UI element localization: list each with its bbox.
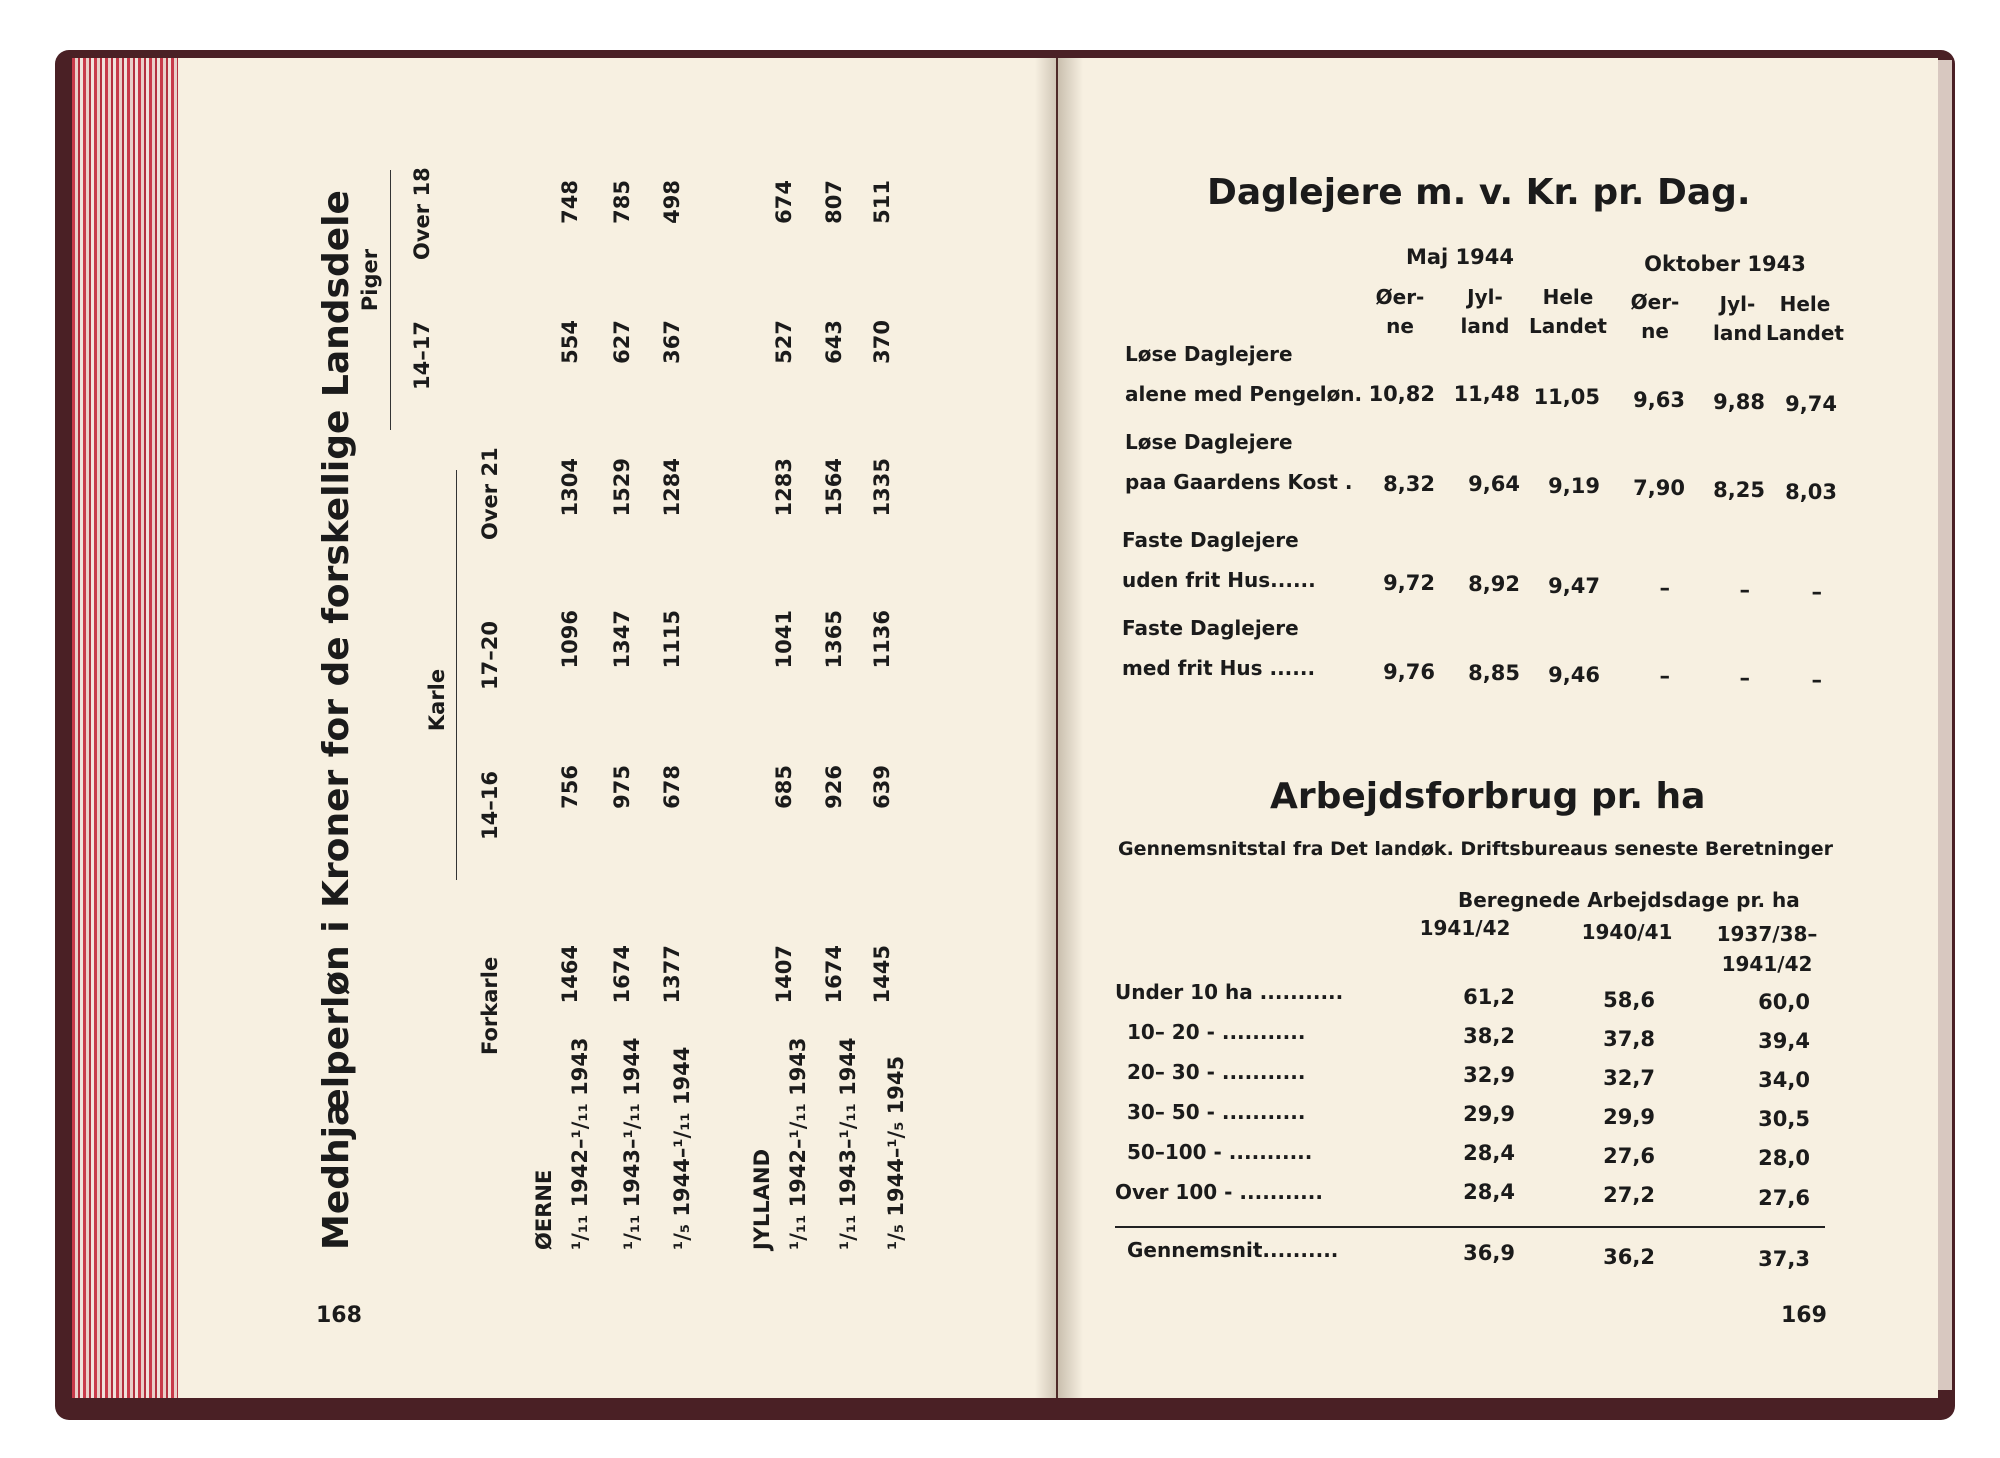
daglejere-cell: 8,25 xyxy=(1713,478,1765,502)
cell: 627 xyxy=(610,320,634,364)
cell: 1283 xyxy=(772,458,796,517)
cell: 785 xyxy=(610,180,634,224)
daglejere-cell: 9,63 xyxy=(1633,388,1685,412)
daglejere-row-label: Faste Daglejere xyxy=(1122,528,1299,552)
cell: 1674 xyxy=(822,945,846,1004)
cell: 1096 xyxy=(558,610,582,669)
cell: 1041 xyxy=(772,610,796,669)
row-label: ¹/₁₁ 1942–¹/₁₁ 1943 xyxy=(786,1037,810,1250)
daglejere-cell: 9,19 xyxy=(1548,474,1600,498)
cell: 370 xyxy=(870,320,894,364)
daglejere-cell: 9,72 xyxy=(1383,571,1435,595)
daglejere-cell: 8,03 xyxy=(1785,480,1837,504)
cell: 498 xyxy=(660,180,684,224)
page-edges-right xyxy=(1938,60,1952,1390)
farm-size-label: 20– 30 - ........... xyxy=(1127,1060,1306,1084)
cell: 639 xyxy=(870,765,894,809)
arbejd-cell: 61,2 xyxy=(1463,985,1515,1009)
daglejere-row-label: Faste Daglejere xyxy=(1122,616,1299,640)
daglejere-row-label: Løse Daglejere xyxy=(1125,342,1293,366)
col-header-karle-17-20: 17–20 xyxy=(478,621,502,690)
row-label: ¹/₁₁ 1942–¹/₁₁ 1943 xyxy=(568,1037,592,1250)
arbejd-cell: 34,0 xyxy=(1758,1068,1810,1092)
row-label: ¹/₁₁ 1943–¹/₁₁ 1944 xyxy=(620,1037,644,1250)
page-edges-left xyxy=(72,58,182,1398)
row-label: ¹/₁₁ 1943–¹/₁₁ 1944 xyxy=(836,1037,860,1250)
daglejere-row-label: alene med Pengeløn. xyxy=(1125,382,1363,406)
daglejere-cell: 9,46 xyxy=(1548,663,1600,687)
total-cell: 37,3 xyxy=(1758,1247,1810,1271)
cell: 527 xyxy=(772,320,796,364)
col-header-oerne-maj: Øer- ne xyxy=(1375,285,1425,338)
daglejere-cell: 9,74 xyxy=(1785,392,1837,416)
farm-size-label: Under 10 ha ........... xyxy=(1115,980,1344,1004)
col-header-oerne-okt: Øer- ne xyxy=(1630,290,1680,343)
cell: 554 xyxy=(558,320,582,364)
cell: 678 xyxy=(660,765,684,809)
daglejere-row-label: med frit Hus ...... xyxy=(1122,656,1316,680)
col-header-piger-14-17: 14–17 xyxy=(410,321,434,390)
cell: 1529 xyxy=(610,458,634,517)
cell: 1445 xyxy=(870,945,894,1004)
cell: 367 xyxy=(660,320,684,364)
cell: 1304 xyxy=(558,458,582,517)
period-oktober-1943: Oktober 1943 xyxy=(1644,252,1806,276)
total-rule xyxy=(1115,1226,1825,1228)
farm-size-label: Over 100 - ........... xyxy=(1115,1180,1323,1204)
group-header-karle: Karle xyxy=(425,668,449,732)
arbejd-cell: 30,5 xyxy=(1758,1107,1810,1131)
daglejere-row-label: uden frit Hus...... xyxy=(1122,568,1316,592)
farm-size-label: 10– 20 - ........... xyxy=(1127,1020,1306,1044)
arbejd-cell: 32,7 xyxy=(1603,1066,1655,1090)
cell: 807 xyxy=(822,180,846,224)
daglejere-cell: 8,85 xyxy=(1468,661,1520,685)
daglejere-title: Daglejere m. v. Kr. pr. Dag. xyxy=(1207,172,1751,213)
arbejd-cell: 29,9 xyxy=(1463,1102,1515,1126)
cell: 1136 xyxy=(870,610,894,669)
cell: 674 xyxy=(772,180,796,224)
cell: 1347 xyxy=(610,610,634,669)
arbejdsdage-header: Beregnede Arbejdsdage pr. ha xyxy=(1458,888,1800,912)
arbejd-cell: 27,6 xyxy=(1603,1144,1655,1168)
page-number-left: 168 xyxy=(316,1303,362,1328)
total-label: Gennemsnit.......... xyxy=(1127,1238,1339,1262)
daglejere-cell: 9,76 xyxy=(1383,660,1435,684)
col-header-karle-14-16: 14–16 xyxy=(478,771,502,840)
daglejere-cell: – xyxy=(1659,664,1670,688)
daglejere-cell: 9,64 xyxy=(1468,472,1520,496)
cell: 975 xyxy=(610,765,634,809)
arbejd-cell: 39,4 xyxy=(1758,1029,1810,1053)
col-header-forkarle: Forkarle xyxy=(478,956,502,1055)
cell: 1377 xyxy=(660,945,684,1004)
cell: 643 xyxy=(822,320,846,364)
cell: 685 xyxy=(772,765,796,809)
col-header-piger-over-18: Over 18 xyxy=(410,167,434,260)
cell: 1335 xyxy=(870,458,894,517)
col-header-1941-42: 1941/42 xyxy=(1419,916,1511,940)
daglejere-cell: 9,47 xyxy=(1548,574,1600,598)
daglejere-cell: 11,48 xyxy=(1453,382,1520,406)
arbejd-cell: 37,8 xyxy=(1603,1027,1655,1051)
arbejdsforbrug-subtitle: Gennemsnitstal fra Det landøk. Driftsbureaus seneste Beretninger xyxy=(1118,838,1833,860)
arbejd-cell: 27,6 xyxy=(1758,1186,1810,1210)
daglejere-cell: 8,92 xyxy=(1468,572,1520,596)
cell: 1365 xyxy=(822,610,846,669)
farm-size-label: 30– 50 - ........... xyxy=(1127,1100,1306,1124)
col-header-hele-landet-maj: Hele Landet xyxy=(1529,285,1607,338)
period-maj-1944: Maj 1944 xyxy=(1405,245,1515,269)
farm-size-label: 50–100 - ........... xyxy=(1127,1140,1313,1164)
arbejdsforbrug-title: Arbejdsforbrug pr. ha xyxy=(1270,776,1706,817)
page-number-right: 169 xyxy=(1781,1303,1827,1328)
col-header-jylland-maj: Jyl- land xyxy=(1460,285,1510,338)
arbejd-cell: 38,2 xyxy=(1463,1024,1515,1048)
section-label-jylland: JYLLAND xyxy=(750,1148,774,1250)
daglejere-cell: – xyxy=(1811,580,1822,604)
arbejd-cell: 58,6 xyxy=(1603,988,1655,1012)
group-rule-piger xyxy=(390,170,391,430)
col-header-jylland-okt: Jyl- land xyxy=(1713,292,1762,345)
daglejere-cell: 8,32 xyxy=(1383,472,1435,496)
cell: 511 xyxy=(870,180,894,224)
cell: 756 xyxy=(558,765,582,809)
col-header-karle-over-21: Over 21 xyxy=(478,447,502,540)
cell: 926 xyxy=(822,765,846,809)
daglejere-row-label: paa Gaardens Kost . xyxy=(1125,470,1353,494)
book-gutter xyxy=(1035,58,1083,1398)
wage-table-title: Medhjælperløn i Kroner for de forskellige Landsdele xyxy=(316,190,357,1250)
daglejere-cell: 10,82 xyxy=(1368,382,1435,406)
arbejd-cell: 28,4 xyxy=(1463,1180,1515,1204)
cell: 748 xyxy=(558,180,582,224)
daglejere-cell: 11,05 xyxy=(1533,385,1600,409)
total-cell: 36,9 xyxy=(1463,1241,1515,1265)
col-header-1937-38: 1937/38– xyxy=(1716,922,1818,946)
cell: 1407 xyxy=(772,945,796,1004)
group-header-piger: Piger xyxy=(358,248,382,312)
cell: 1564 xyxy=(822,458,846,517)
daglejere-row-label: Løse Daglejere xyxy=(1125,430,1293,454)
cell: 1464 xyxy=(558,945,582,1004)
wage-table xyxy=(310,160,1010,1250)
daglejere-cell: – xyxy=(1659,576,1670,600)
cell: 1674 xyxy=(610,945,634,1004)
group-rule-karle xyxy=(456,470,457,880)
arbejd-cell: 28,4 xyxy=(1463,1141,1515,1165)
cell: 1284 xyxy=(660,458,684,517)
cell: 1115 xyxy=(660,610,684,669)
daglejere-cell: – xyxy=(1739,666,1750,690)
arbejd-cell: 32,9 xyxy=(1463,1063,1515,1087)
daglejere-cell: – xyxy=(1811,668,1822,692)
daglejere-cell: – xyxy=(1739,578,1750,602)
col-header-1941-42-avg: 1941/42 xyxy=(1721,952,1813,976)
arbejd-cell: 28,0 xyxy=(1758,1146,1810,1170)
row-label: ¹/₅ 1944–¹/₁₁ 1944 xyxy=(670,1046,694,1250)
arbejd-cell: 29,9 xyxy=(1603,1105,1655,1129)
arbejd-cell: 27,2 xyxy=(1603,1183,1655,1207)
arbejd-cell: 60,0 xyxy=(1758,990,1810,1014)
total-cell: 36,2 xyxy=(1603,1245,1655,1269)
col-header-hele-landet-okt: Hele Landet xyxy=(1766,292,1844,345)
col-header-1940-41: 1940/41 xyxy=(1581,920,1673,944)
daglejere-cell: 9,88 xyxy=(1713,390,1765,414)
daglejere-cell: 7,90 xyxy=(1633,476,1685,500)
row-label: ¹/₅ 1944–¹/₅ 1945 xyxy=(884,1055,908,1250)
section-label-oerne: ØERNE xyxy=(532,1169,556,1250)
